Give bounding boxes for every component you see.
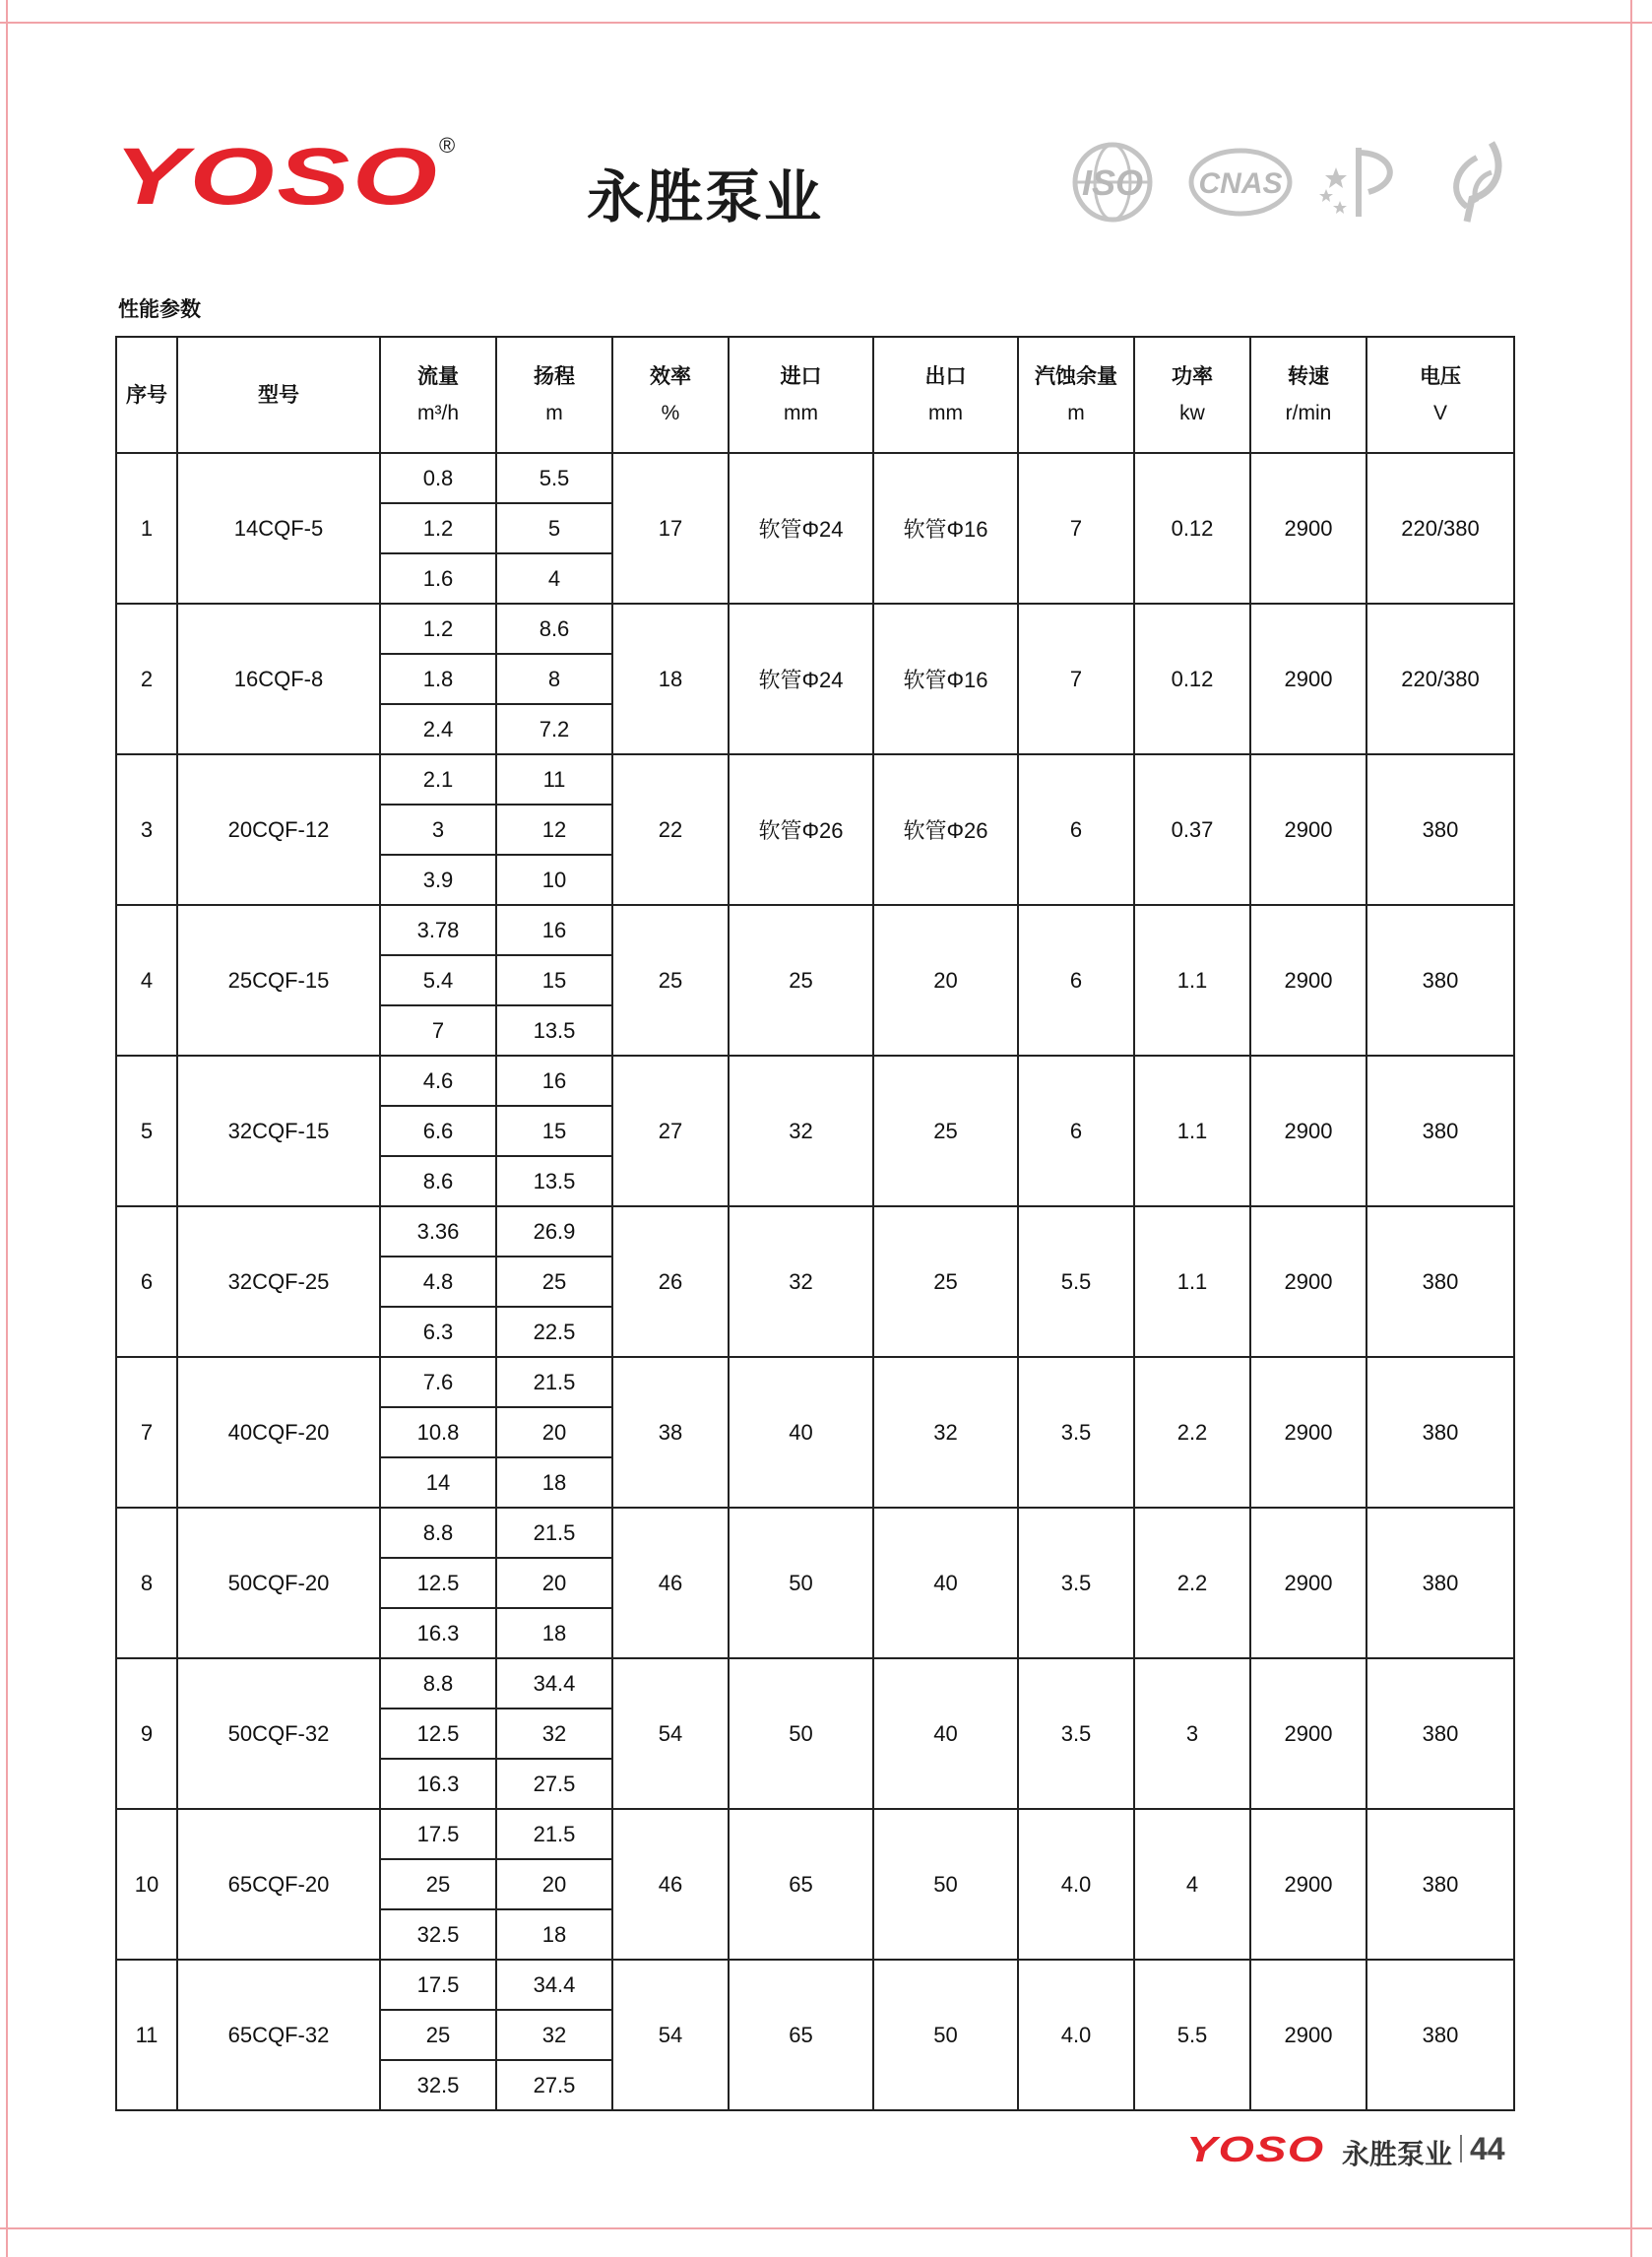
table-body	[116, 453, 1514, 2110]
model-cell: 50CQF-20	[177, 1508, 380, 1658]
speed-cell: 2900	[1250, 1960, 1366, 2110]
speed-cell: 2900	[1250, 1206, 1366, 1357]
head-cell: 34.4	[496, 1960, 612, 2010]
column-header-unit: kw	[1179, 402, 1205, 424]
head-cell: 8.6	[496, 604, 612, 654]
inlet-cell: 32	[729, 1056, 873, 1206]
model-cell: 16CQF-8	[177, 604, 380, 754]
voltage-cell: 380	[1366, 1960, 1514, 2110]
head-cell: 32	[496, 2010, 612, 2060]
voltage-cell: 380	[1366, 1206, 1514, 1357]
model-cell: 40CQF-20	[177, 1357, 380, 1508]
column-header	[729, 337, 873, 453]
brand-cn-name: 永胜泵业	[587, 163, 824, 230]
power-cell: 1.1	[1134, 905, 1250, 1056]
power-cell: 0.12	[1134, 604, 1250, 754]
head-cell: 4	[496, 553, 612, 604]
head-cell: 26.9	[496, 1206, 612, 1257]
head-cell: 15	[496, 955, 612, 1005]
iso-logo-icon	[1063, 138, 1162, 226]
flow-cell: 14	[380, 1457, 496, 1508]
outlet-cell: 软管Φ26	[873, 754, 1018, 905]
voltage-cell: 380	[1366, 754, 1514, 905]
head-cell: 34.4	[496, 1658, 612, 1709]
column-header-unit: mm	[928, 402, 963, 424]
column-header	[612, 337, 729, 453]
efficiency-cell: 46	[612, 1809, 729, 1960]
column-header-unit: m³/h	[417, 402, 459, 424]
outlet-cell: 软管Φ16	[873, 453, 1018, 604]
row-number-cell: 2	[116, 604, 177, 754]
speed-cell: 2900	[1250, 1658, 1366, 1809]
model-cell: 14CQF-5	[177, 453, 380, 604]
flow-cell: 6.3	[380, 1307, 496, 1357]
leaf-emblem-icon	[1437, 138, 1516, 226]
table-row	[116, 1357, 1514, 1407]
flow-cell: 8.8	[380, 1658, 496, 1709]
outlet-cell: 32	[873, 1357, 1018, 1508]
flow-cell: 3.9	[380, 855, 496, 905]
row-number-cell: 10	[116, 1809, 177, 1960]
stars-emblem-icon	[1314, 138, 1413, 226]
footer-logo: YOSO	[1186, 2129, 1325, 2169]
column-header-label: 扬程	[534, 365, 575, 388]
inlet-cell: 32	[729, 1206, 873, 1357]
section-title: 性能参数	[118, 297, 201, 321]
npsh-cell: 6	[1018, 754, 1134, 905]
footer-separator	[1460, 2135, 1462, 2162]
npsh-cell: 7	[1018, 604, 1134, 754]
npsh-cell: 3.5	[1018, 1357, 1134, 1508]
flow-cell: 7.6	[380, 1357, 496, 1407]
npsh-cell: 6	[1018, 1056, 1134, 1206]
column-header-label: 转速	[1288, 365, 1329, 388]
table-row	[116, 1809, 1514, 1859]
row-number-cell: 6	[116, 1206, 177, 1357]
flow-cell: 16.3	[380, 1608, 496, 1658]
power-cell: 4	[1134, 1809, 1250, 1960]
flow-cell: 16.3	[380, 1759, 496, 1809]
power-cell: 0.37	[1134, 754, 1250, 905]
column-header-unit: V	[1432, 402, 1447, 424]
flow-cell: 8.6	[380, 1156, 496, 1206]
voltage-cell: 380	[1366, 905, 1514, 1056]
speed-cell: 2900	[1250, 604, 1366, 754]
efficiency-cell: 27	[612, 1056, 729, 1206]
npsh-cell: 4.0	[1018, 1960, 1134, 2110]
inlet-cell: 50	[729, 1658, 873, 1809]
npsh-cell: 5.5	[1018, 1206, 1134, 1357]
table-row	[116, 1658, 1514, 1709]
speed-cell: 2900	[1250, 1809, 1366, 1960]
head-cell: 25	[496, 1257, 612, 1307]
column-header-label: 序号	[126, 383, 167, 407]
column-header	[1018, 337, 1134, 453]
column-header-unit: %	[661, 402, 680, 424]
efficiency-cell: 18	[612, 604, 729, 754]
power-cell: 3	[1134, 1658, 1250, 1809]
outlet-cell: 40	[873, 1508, 1018, 1658]
flow-cell: 8.8	[380, 1508, 496, 1558]
efficiency-cell: 54	[612, 1960, 729, 2110]
column-header	[116, 337, 177, 453]
flow-cell: 1.2	[380, 503, 496, 553]
column-header	[496, 337, 612, 453]
brand-logo: YOSO	[114, 132, 440, 222]
inlet-cell: 40	[729, 1357, 873, 1508]
flow-cell: 7	[380, 1005, 496, 1056]
row-number-cell: 7	[116, 1357, 177, 1508]
head-cell: 21.5	[496, 1357, 612, 1407]
flow-cell: 4.8	[380, 1257, 496, 1307]
model-cell: 65CQF-32	[177, 1960, 380, 2110]
model-cell: 65CQF-20	[177, 1809, 380, 1960]
model-cell: 32CQF-25	[177, 1206, 380, 1357]
head-cell: 10	[496, 855, 612, 905]
head-cell: 8	[496, 654, 612, 704]
head-cell: 13.5	[496, 1005, 612, 1056]
column-header-unit: m	[1067, 402, 1085, 424]
model-cell: 50CQF-32	[177, 1658, 380, 1809]
column-header-label: 功率	[1172, 365, 1213, 388]
flow-cell: 2.1	[380, 754, 496, 805]
table-row	[116, 1508, 1514, 1558]
flow-cell: 1.8	[380, 654, 496, 704]
outlet-cell: 50	[873, 1809, 1018, 1960]
efficiency-cell: 38	[612, 1357, 729, 1508]
flow-cell: 10.8	[380, 1407, 496, 1457]
flow-cell: 12.5	[380, 1709, 496, 1759]
flow-cell: 32.5	[380, 2060, 496, 2110]
outlet-cell: 软管Φ16	[873, 604, 1018, 754]
speed-cell: 2900	[1250, 754, 1366, 905]
table-row	[116, 754, 1514, 805]
efficiency-cell: 22	[612, 754, 729, 905]
performance-table	[115, 336, 1515, 2111]
column-header	[1134, 337, 1250, 453]
head-cell: 5.5	[496, 453, 612, 503]
table-row	[116, 1206, 1514, 1257]
column-header	[177, 337, 380, 453]
table-header-row	[116, 337, 1514, 453]
flow-cell: 4.6	[380, 1056, 496, 1106]
speed-cell: 2900	[1250, 1056, 1366, 1206]
speed-cell: 2900	[1250, 453, 1366, 604]
flow-cell: 0.8	[380, 453, 496, 503]
row-number-cell: 3	[116, 754, 177, 905]
head-cell: 20	[496, 1859, 612, 1909]
page-frame-left	[6, 0, 8, 2257]
efficiency-cell: 46	[612, 1508, 729, 1658]
model-cell: 32CQF-15	[177, 1056, 380, 1206]
page-frame-right	[1630, 0, 1632, 2257]
column-header-unit: r/min	[1285, 402, 1332, 424]
row-number-cell: 1	[116, 453, 177, 604]
row-number-cell: 8	[116, 1508, 177, 1658]
power-cell: 5.5	[1134, 1960, 1250, 2110]
npsh-cell: 7	[1018, 453, 1134, 604]
head-cell: 18	[496, 1608, 612, 1658]
column-header-unit: mm	[784, 402, 818, 424]
head-cell: 20	[496, 1407, 612, 1457]
head-cell: 18	[496, 1909, 612, 1960]
table-row	[116, 905, 1514, 955]
inlet-cell: 软管Φ24	[729, 453, 873, 604]
head-cell: 15	[496, 1106, 612, 1156]
voltage-cell: 380	[1366, 1809, 1514, 1960]
cnas-logo-label: CNAS	[1198, 167, 1283, 200]
head-cell: 27.5	[496, 1759, 612, 1809]
voltage-cell: 220/380	[1366, 453, 1514, 604]
flow-cell: 2.4	[380, 704, 496, 754]
footer-cn-name: 永胜泵业	[1342, 2138, 1453, 2170]
npsh-cell: 6	[1018, 905, 1134, 1056]
flow-cell: 17.5	[380, 1809, 496, 1859]
flow-cell: 1.6	[380, 553, 496, 604]
speed-cell: 2900	[1250, 905, 1366, 1056]
row-number-cell: 4	[116, 905, 177, 1056]
row-number-cell: 11	[116, 1960, 177, 2110]
head-cell: 22.5	[496, 1307, 612, 1357]
inlet-cell: 软管Φ26	[729, 754, 873, 905]
inlet-cell: 软管Φ24	[729, 604, 873, 754]
column-header	[1366, 337, 1514, 453]
column-header-label: 效率	[650, 365, 691, 388]
npsh-cell: 3.5	[1018, 1508, 1134, 1658]
head-cell: 27.5	[496, 2060, 612, 2110]
npsh-cell: 4.0	[1018, 1809, 1134, 1960]
column-header-label: 流量	[417, 365, 459, 388]
column-header	[380, 337, 496, 453]
flow-cell: 32.5	[380, 1909, 496, 1960]
voltage-cell: 380	[1366, 1508, 1514, 1658]
head-cell: 18	[496, 1457, 612, 1508]
column-header-label: 型号	[258, 383, 299, 407]
column-header-label: 出口	[924, 365, 967, 388]
speed-cell: 2900	[1250, 1357, 1366, 1508]
table-row	[116, 604, 1514, 654]
page-frame-bottom	[0, 2227, 1652, 2229]
column-header	[873, 337, 1018, 453]
flow-cell: 17.5	[380, 1960, 496, 2010]
head-cell: 21.5	[496, 1508, 612, 1558]
flow-cell: 25	[380, 1859, 496, 1909]
efficiency-cell: 54	[612, 1658, 729, 1809]
head-cell: 12	[496, 805, 612, 855]
inlet-cell: 65	[729, 1809, 873, 1960]
flow-cell: 25	[380, 2010, 496, 2060]
voltage-cell: 220/380	[1366, 604, 1514, 754]
flow-cell: 3.78	[380, 905, 496, 955]
certification-logos	[1063, 138, 1516, 226]
outlet-cell: 40	[873, 1658, 1018, 1809]
inlet-cell: 65	[729, 1960, 873, 2110]
flow-cell: 3	[380, 805, 496, 855]
voltage-cell: 380	[1366, 1056, 1514, 1206]
row-number-cell: 9	[116, 1658, 177, 1809]
efficiency-cell: 17	[612, 453, 729, 604]
table-row	[116, 1960, 1514, 2010]
flow-cell: 5.4	[380, 955, 496, 1005]
flow-cell: 3.36	[380, 1206, 496, 1257]
head-cell: 21.5	[496, 1809, 612, 1859]
efficiency-cell: 26	[612, 1206, 729, 1357]
head-cell: 11	[496, 754, 612, 805]
speed-cell: 2900	[1250, 1508, 1366, 1658]
head-cell: 20	[496, 1558, 612, 1608]
model-cell: 25CQF-15	[177, 905, 380, 1056]
head-cell: 32	[496, 1709, 612, 1759]
table-row	[116, 453, 1514, 503]
brand-header	[114, 132, 824, 230]
outlet-cell: 50	[873, 1960, 1018, 2110]
iso-logo-label: ISO	[1081, 162, 1144, 203]
power-cell: 1.1	[1134, 1206, 1250, 1357]
column-header-label: 汽蚀余量	[1035, 365, 1117, 388]
flow-cell: 6.6	[380, 1106, 496, 1156]
page-frame-top	[0, 22, 1652, 24]
outlet-cell: 25	[873, 1206, 1018, 1357]
column-header-label: 电压	[1420, 365, 1461, 388]
column-header-unit: m	[545, 402, 563, 424]
efficiency-cell: 25	[612, 905, 729, 1056]
flow-cell: 12.5	[380, 1558, 496, 1608]
power-cell: 2.2	[1134, 1357, 1250, 1508]
outlet-cell: 25	[873, 1056, 1018, 1206]
model-cell: 20CQF-12	[177, 754, 380, 905]
column-header	[1250, 337, 1366, 453]
power-cell: 2.2	[1134, 1508, 1250, 1658]
page-number: 44	[1470, 2131, 1505, 2166]
table-row	[116, 1056, 1514, 1106]
head-cell: 7.2	[496, 704, 612, 754]
power-cell: 1.1	[1134, 1056, 1250, 1206]
inlet-cell: 50	[729, 1508, 873, 1658]
outlet-cell: 20	[873, 905, 1018, 1056]
flow-cell: 1.2	[380, 604, 496, 654]
row-number-cell: 5	[116, 1056, 177, 1206]
voltage-cell: 380	[1366, 1357, 1514, 1508]
cnas-logo-icon	[1186, 138, 1295, 226]
head-cell: 16	[496, 905, 612, 955]
inlet-cell: 25	[729, 905, 873, 1056]
page-footer	[1186, 2127, 1505, 2172]
column-header-label: 进口	[780, 365, 822, 388]
head-cell: 5	[496, 503, 612, 553]
registered-mark: ®	[439, 133, 456, 158]
head-cell: 13.5	[496, 1156, 612, 1206]
head-cell: 16	[496, 1056, 612, 1106]
power-cell: 0.12	[1134, 453, 1250, 604]
voltage-cell: 380	[1366, 1658, 1514, 1809]
npsh-cell: 3.5	[1018, 1658, 1134, 1809]
